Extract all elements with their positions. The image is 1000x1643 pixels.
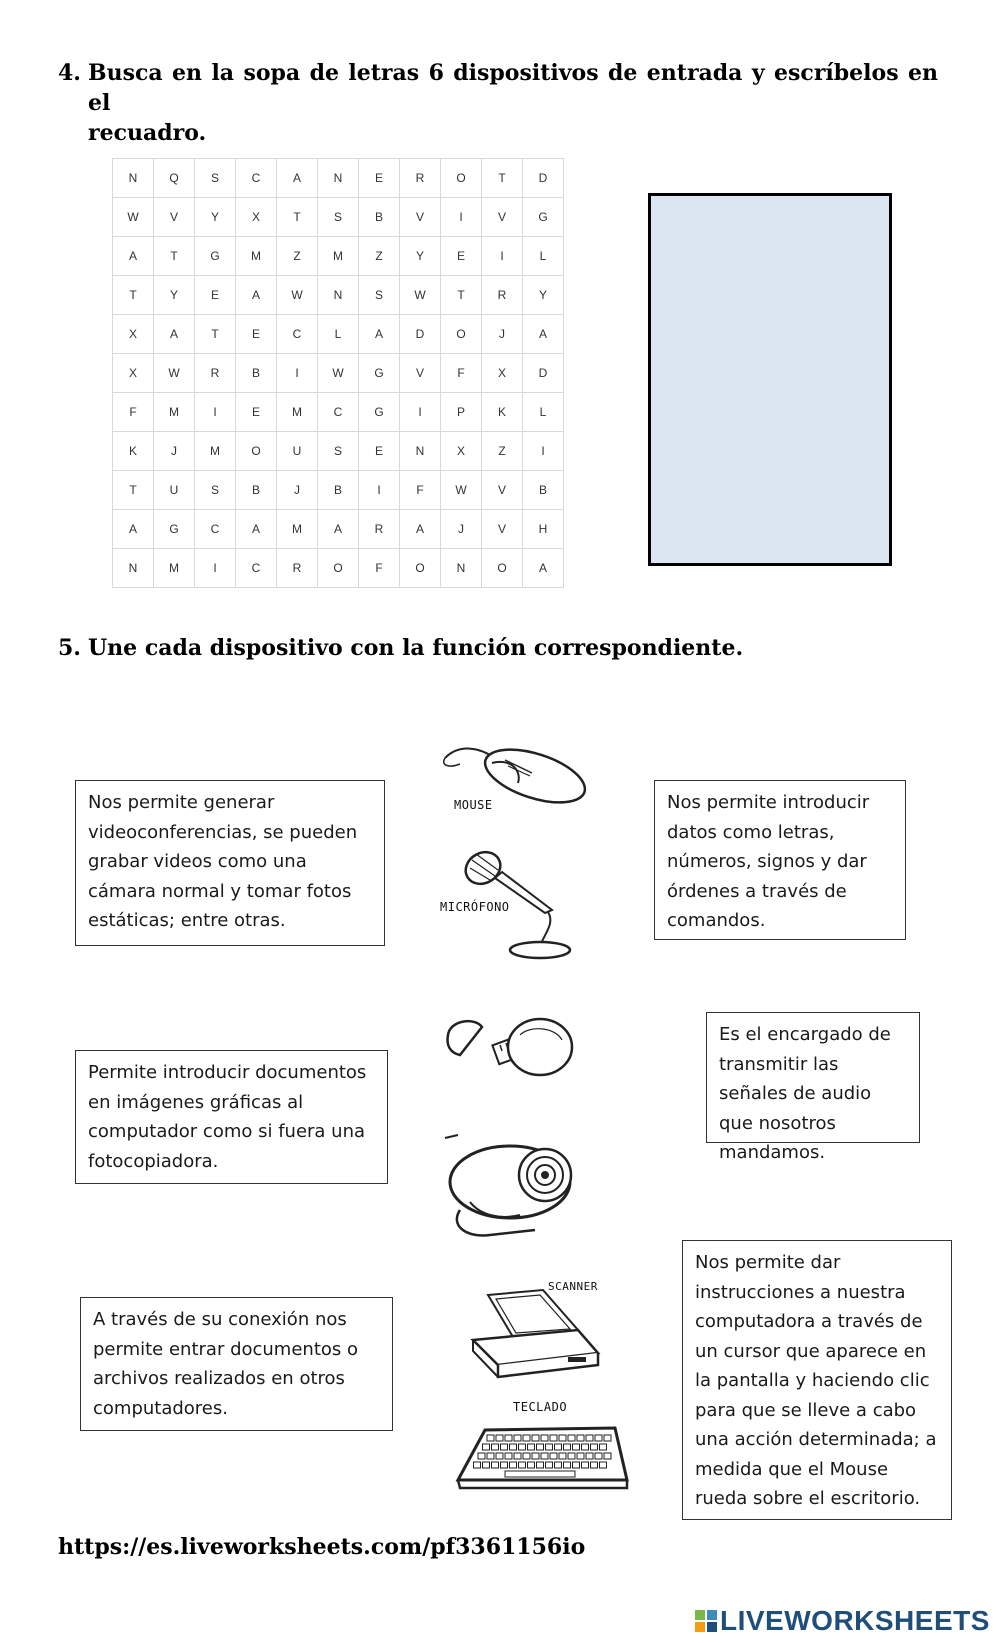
word-search-row (113, 393, 564, 432)
keyboard-key (510, 1462, 517, 1468)
word-search-cell[interactable]: C (318, 393, 359, 432)
word-search-cell[interactable]: S (359, 276, 400, 315)
keyboard-key (568, 1435, 575, 1441)
mouse-image[interactable] (440, 728, 590, 818)
word-search-cell[interactable]: E (236, 393, 277, 432)
question-4 (58, 58, 938, 148)
question-4-text: Busca en la sopa de letras 6 dispositivos de entrada y escríbelos en el (88, 60, 938, 116)
keyboard-key (541, 1435, 548, 1441)
word-search-cell[interactable]: I (400, 393, 441, 432)
function-box-usb[interactable]: A través de su conexión nos permite entrar documentos o archivos realizados en otros computadores. (80, 1297, 393, 1431)
keyboard-key (559, 1435, 566, 1441)
keyboard-key (568, 1453, 575, 1459)
word-search-cell[interactable]: H (523, 510, 564, 549)
word-search-cell[interactable]: F (441, 354, 482, 393)
word-search-cell[interactable]: L (523, 393, 564, 432)
keyboard-key (528, 1444, 535, 1450)
word-search-cell[interactable]: N (318, 159, 359, 198)
word-search-cell[interactable]: R (277, 549, 318, 588)
keyboard-key (505, 1435, 512, 1441)
word-search-cell[interactable]: C (236, 159, 277, 198)
word-search-cell[interactable]: A (523, 549, 564, 588)
word-search-cell[interactable]: N (113, 549, 154, 588)
word-search-cell[interactable]: T (113, 471, 154, 510)
word-search-cell[interactable]: B (236, 354, 277, 393)
webcam-image[interactable] (440, 1130, 590, 1245)
word-search-row (113, 510, 564, 549)
word-search-cell[interactable]: X (113, 315, 154, 354)
word-search-cell[interactable]: I (195, 393, 236, 432)
keyboard-key (510, 1444, 517, 1450)
word-search-cell[interactable]: A (318, 510, 359, 549)
word-search-cell[interactable]: X (113, 354, 154, 393)
word-search-cell[interactable]: A (154, 315, 195, 354)
word-search-cell[interactable]: I (523, 432, 564, 471)
keyboard-key (550, 1435, 557, 1441)
keyboard-key (555, 1444, 562, 1450)
word-search-cell[interactable]: J (277, 471, 318, 510)
keyboard-key (604, 1453, 611, 1459)
word-search-cell[interactable]: N (113, 159, 154, 198)
keyboard-key (595, 1453, 602, 1459)
keyboard-key (595, 1435, 602, 1441)
keyboard-key (505, 1453, 512, 1459)
keyboard-key (519, 1444, 526, 1450)
keyboard-key (564, 1444, 571, 1450)
word-search-cell[interactable]: O (236, 432, 277, 471)
function-box-mouse[interactable]: Nos permite dar instrucciones a nuestra computadora a través de un cursor que aparece en la pantalla y haciendo clic para que se lleve a cabo una acción determinada; a medida que el Mouse rueda sobre el escritorio. (682, 1240, 952, 1520)
word-search-cell[interactable]: V (400, 198, 441, 237)
word-search-cell[interactable]: N (318, 276, 359, 315)
word-search-cell[interactable]: M (195, 432, 236, 471)
word-search-cell[interactable]: G (523, 198, 564, 237)
keyboard-key (496, 1453, 503, 1459)
scanner-label: SCANNER (548, 1280, 598, 1293)
keyboard-key (555, 1462, 562, 1468)
keyboard-key (514, 1435, 521, 1441)
word-search-cell[interactable]: M (236, 237, 277, 276)
word-search-cell[interactable]: V (482, 198, 523, 237)
word-search-cell[interactable]: C (236, 549, 277, 588)
keyboard-key (591, 1462, 598, 1468)
function-box-keyboard[interactable]: Nos permite introducir datos como letras, números, signos y dar órdenes a través de comandos. (654, 780, 906, 940)
word-search-cell[interactable]: M (154, 549, 195, 588)
word-search-cell[interactable]: E (195, 276, 236, 315)
keyboard-key (474, 1462, 481, 1468)
keyboard-key (582, 1462, 589, 1468)
word-search-cell[interactable]: T (154, 237, 195, 276)
keyboard-key (586, 1453, 593, 1459)
word-search-cell[interactable]: S (195, 471, 236, 510)
keyboard-key (577, 1435, 584, 1441)
keyboard-key (501, 1462, 508, 1468)
word-search-cell[interactable]: V (482, 471, 523, 510)
word-search-grid (112, 158, 564, 588)
word-search-cell[interactable]: T (277, 198, 318, 237)
word-search-cell[interactable]: J (441, 510, 482, 549)
webcam-icon (440, 1130, 590, 1245)
mouse-label: MOUSE (454, 798, 493, 812)
word-search-cell[interactable]: I (359, 471, 400, 510)
word-search-cell[interactable]: G (359, 393, 400, 432)
keyboard-key (519, 1462, 526, 1468)
keyboard-key (483, 1444, 490, 1450)
word-search-cell[interactable]: B (236, 471, 277, 510)
word-search-cell[interactable]: W (400, 276, 441, 315)
word-search-cell[interactable]: Z (482, 432, 523, 471)
word-search-cell[interactable]: I (482, 237, 523, 276)
microphone-label: MICRÓFONO (440, 900, 510, 914)
keyboard-key (501, 1444, 508, 1450)
word-search-cell[interactable]: S (318, 198, 359, 237)
word-search-cell[interactable]: W (154, 354, 195, 393)
word-search-cell[interactable]: N (441, 549, 482, 588)
word-search-cell[interactable]: R (400, 159, 441, 198)
question-5 (58, 633, 938, 663)
word-search-cell[interactable]: A (113, 510, 154, 549)
word-search-cell[interactable]: P (441, 393, 482, 432)
word-search-cell[interactable]: Y (400, 237, 441, 276)
word-search-cell[interactable]: O (400, 549, 441, 588)
word-search-row (113, 237, 564, 276)
keyboard-spacebar (505, 1471, 575, 1477)
word-search-cell[interactable]: O (441, 159, 482, 198)
word-search-cell[interactable]: B (318, 471, 359, 510)
worksheet-url[interactable]: https://es.liveworksheets.com/pf3361156io (58, 1534, 586, 1560)
question-5-number: 5. (58, 635, 81, 661)
keyboard-key (573, 1462, 580, 1468)
keyboard-key (546, 1462, 553, 1468)
word-search-cell[interactable]: A (359, 315, 400, 354)
word-search-cell[interactable]: T (113, 276, 154, 315)
keyboard-key (573, 1444, 580, 1450)
word-search-cell[interactable]: K (482, 393, 523, 432)
keyboard-key (550, 1453, 557, 1459)
keyboard-key (487, 1453, 494, 1459)
word-search-row (113, 159, 564, 198)
keyboard-key (559, 1453, 566, 1459)
word-search-row (113, 549, 564, 588)
word-search-cell[interactable]: A (236, 510, 277, 549)
keyboard-key (496, 1435, 503, 1441)
word-search-cell[interactable]: M (277, 393, 318, 432)
keyboard-key (541, 1453, 548, 1459)
word-search-cell[interactable]: D (523, 159, 564, 198)
keyboard-key (577, 1453, 584, 1459)
liveworksheets-logo-text: LIVEWORKSHEETS (720, 1605, 990, 1636)
word-search-cell[interactable]: O (482, 549, 523, 588)
word-search-cell[interactable]: C (195, 510, 236, 549)
word-search-cell[interactable]: C (277, 315, 318, 354)
scanner-icon (468, 1285, 608, 1385)
word-search-cell[interactable]: A (400, 510, 441, 549)
word-search-cell[interactable]: E (359, 432, 400, 471)
keyboard-key (532, 1453, 539, 1459)
question-4-text-continued: recuadro. (88, 120, 207, 146)
word-search-cell[interactable]: F (400, 471, 441, 510)
word-search-cell[interactable]: E (359, 159, 400, 198)
word-search-cell[interactable]: I (441, 198, 482, 237)
word-search-cell[interactable]: A (523, 315, 564, 354)
word-search-cell[interactable]: A (113, 237, 154, 276)
word-search-cell[interactable]: B (359, 198, 400, 237)
word-search-cell[interactable]: A (277, 159, 318, 198)
word-search-cell[interactable]: G (195, 237, 236, 276)
word-search-cell[interactable]: K (113, 432, 154, 471)
word-search-cell[interactable]: M (154, 393, 195, 432)
word-search-cell[interactable]: V (400, 354, 441, 393)
function-box-microphone[interactable]: Es el encargado de transmitir las señales de audio que nosotros mandamos. (706, 1012, 920, 1143)
word-search-cell[interactable]: E (236, 315, 277, 354)
word-search-cell[interactable]: W (113, 198, 154, 237)
keyboard-key (591, 1444, 598, 1450)
word-search-cell[interactable]: M (277, 510, 318, 549)
scanner-image[interactable] (468, 1280, 608, 1385)
word-search-cell[interactable]: J (482, 315, 523, 354)
keyboard-key (586, 1435, 593, 1441)
function-box-webcam[interactable]: Nos permite generar videoconferencias, se pueden grabar videos como una cámara normal y tomar fotos estáticas; entre otras. (75, 780, 385, 946)
keyboard-key (604, 1435, 611, 1441)
keyboard-key (483, 1462, 490, 1468)
word-search-row (113, 276, 564, 315)
word-search-cell[interactable]: Z (277, 237, 318, 276)
word-search-cell[interactable]: G (359, 354, 400, 393)
keyboard-key (600, 1462, 607, 1468)
word-search-cell[interactable]: D (400, 315, 441, 354)
word-search-cell[interactable]: F (113, 393, 154, 432)
liveworksheets-logo-icon (695, 1610, 717, 1632)
keyboard-icon (455, 1418, 630, 1508)
word-search-cell[interactable]: N (400, 432, 441, 471)
word-search-cell[interactable]: F (359, 549, 400, 588)
word-search-cell[interactable]: O (441, 315, 482, 354)
word-search-cell[interactable]: U (154, 471, 195, 510)
keyboard-key (600, 1444, 607, 1450)
usb-drive-image[interactable] (440, 1005, 580, 1090)
keyboard-key (528, 1462, 535, 1468)
usb-drive-icon (440, 1005, 580, 1090)
keyboard-key (492, 1444, 499, 1450)
word-search-cell[interactable]: I (277, 354, 318, 393)
keyboard-key (523, 1453, 530, 1459)
word-search-cell[interactable]: Z (359, 237, 400, 276)
word-search-cell[interactable]: Y (195, 198, 236, 237)
word-search-row (113, 354, 564, 393)
word-search-cell[interactable]: R (195, 354, 236, 393)
function-box-scanner[interactable]: Permite introducir documentos en imágenes gráficas al computador como si fuera una fotocopiadora. (75, 1050, 388, 1184)
word-search-cell[interactable]: E (441, 237, 482, 276)
keyboard-key (532, 1435, 539, 1441)
word-search-cell[interactable]: Q (154, 159, 195, 198)
word-search-cell[interactable]: T (195, 315, 236, 354)
answer-box[interactable] (648, 193, 892, 566)
keyboard-key (582, 1444, 589, 1450)
word-search-row (113, 198, 564, 237)
word-search-cell[interactable]: G (154, 510, 195, 549)
word-search-cell[interactable]: V (154, 198, 195, 237)
word-search-cell[interactable]: R (359, 510, 400, 549)
word-search-cell[interactable]: A (236, 276, 277, 315)
word-search-cell[interactable]: W (318, 354, 359, 393)
keyboard-key (537, 1444, 544, 1450)
word-search-cell[interactable]: W (277, 276, 318, 315)
word-search-row (113, 315, 564, 354)
word-search-cell[interactable]: R (482, 276, 523, 315)
keyboard-label: TECLADO (513, 1400, 568, 1414)
word-search-row (113, 471, 564, 510)
word-search-cell[interactable]: T (482, 159, 523, 198)
word-search-cell[interactable]: S (195, 159, 236, 198)
question-4-number: 4. (58, 60, 81, 86)
word-search-cell[interactable]: T (441, 276, 482, 315)
word-search-cell[interactable]: J (154, 432, 195, 471)
keyboard-key (487, 1435, 494, 1441)
word-search-cell[interactable]: Y (154, 276, 195, 315)
word-search-cell[interactable]: L (318, 315, 359, 354)
word-search-cell[interactable]: X (441, 432, 482, 471)
keyboard-key (546, 1444, 553, 1450)
keyboard-key (523, 1435, 530, 1441)
word-search-cell[interactable]: V (482, 510, 523, 549)
word-search-cell[interactable]: S (318, 432, 359, 471)
microphone-image[interactable] (440, 838, 580, 963)
word-search-cell[interactable]: X (482, 354, 523, 393)
word-search-cell[interactable]: B (523, 471, 564, 510)
word-search-cell[interactable]: I (195, 549, 236, 588)
keyboard-image[interactable] (455, 1400, 630, 1508)
word-search-cell[interactable]: U (277, 432, 318, 471)
word-search-cell[interactable]: D (523, 354, 564, 393)
word-search-cell[interactable]: W (441, 471, 482, 510)
question-5-text: Une cada dispositivo con la función correspondiente. (88, 635, 744, 661)
keyboard-key (514, 1453, 521, 1459)
word-search-cell[interactable]: X (236, 198, 277, 237)
word-search-cell[interactable]: O (318, 549, 359, 588)
liveworksheets-logo (695, 1605, 990, 1637)
word-search-cell[interactable]: L (523, 237, 564, 276)
word-search-cell[interactable]: M (318, 237, 359, 276)
word-search-row (113, 432, 564, 471)
word-search-cell[interactable]: Y (523, 276, 564, 315)
keyboard-key (537, 1462, 544, 1468)
keyboard-key (564, 1462, 571, 1468)
keyboard-key (492, 1462, 499, 1468)
keyboard-key (478, 1453, 485, 1459)
